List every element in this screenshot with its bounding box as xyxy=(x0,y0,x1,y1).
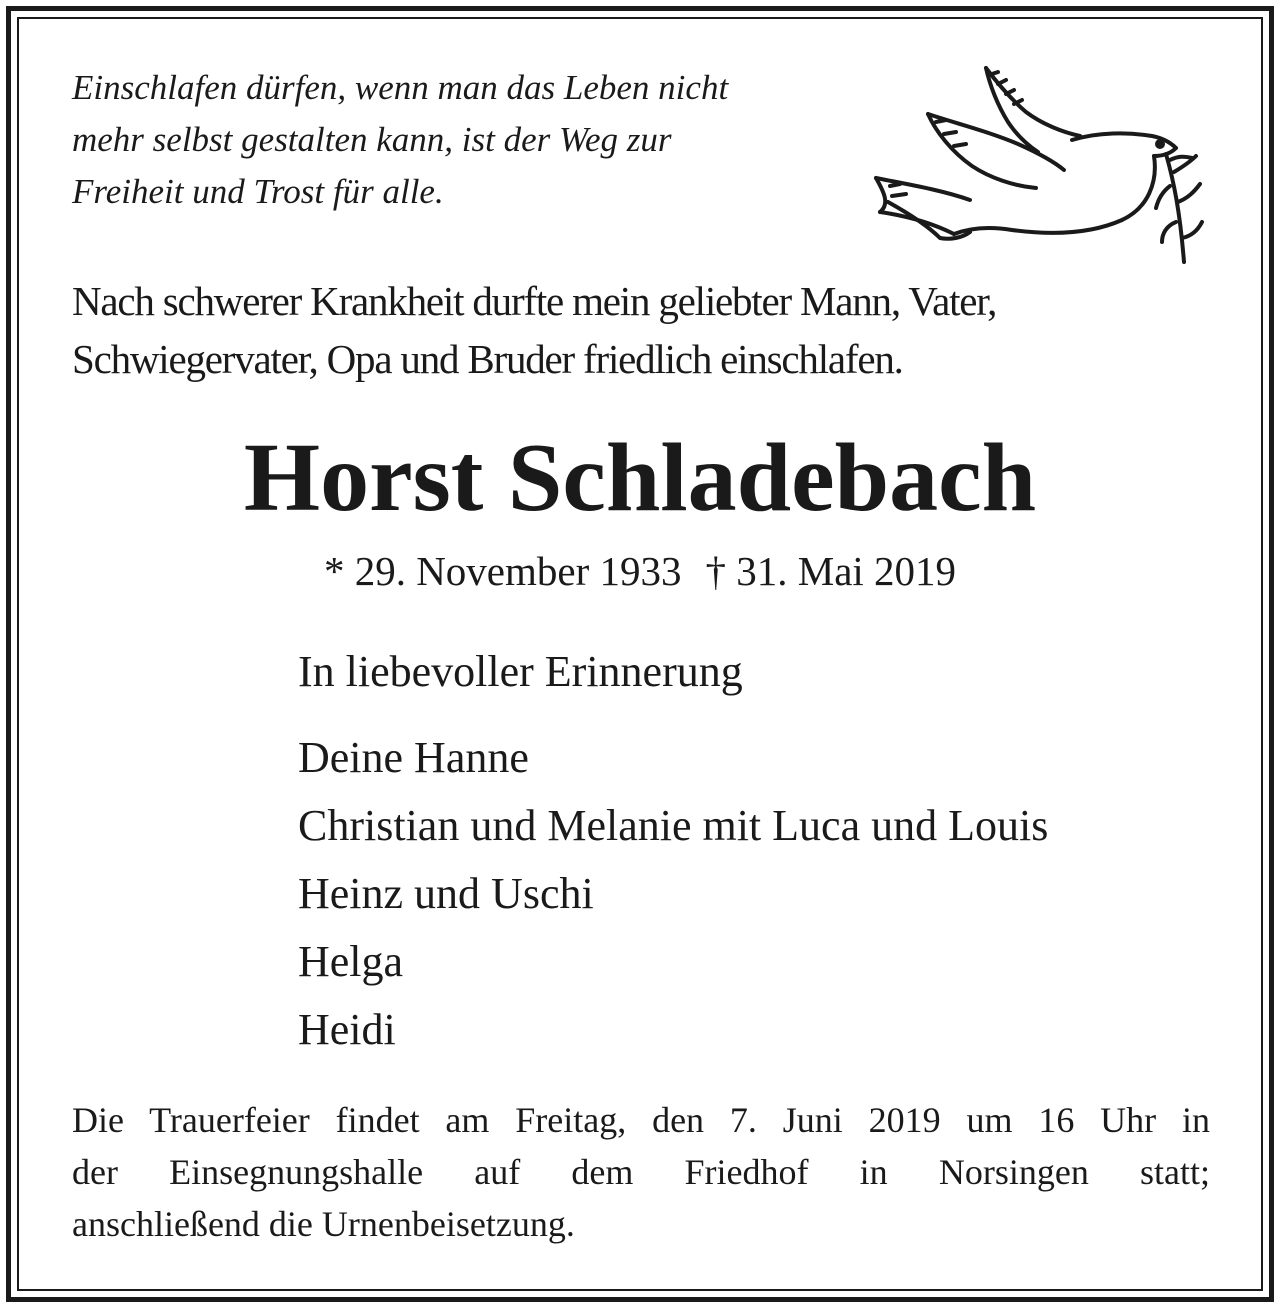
death-date: † 31. Mai 2019 xyxy=(705,548,957,594)
intro-line: Nach schwerer Krankheit durfte mein geliebter Mann, Vater, xyxy=(72,278,997,324)
life-dates xyxy=(0,545,1280,597)
funeral-details xyxy=(72,1094,1210,1250)
funeral-line: anschließend die Urnenbeisetzung. xyxy=(72,1204,575,1244)
memory-line: In liebevoller Erinnerung xyxy=(298,647,743,696)
quote-line: Freiheit und Trost für alle. xyxy=(72,172,444,211)
mourner-name: Heinz und Uschi xyxy=(298,869,594,918)
mourner-name: Helga xyxy=(298,937,404,986)
birth-date: * 29. November 1933 xyxy=(323,548,682,594)
mourners-list xyxy=(298,724,1048,1064)
quote-line: mehr selbst gestalten kann, ist der Weg zur xyxy=(72,120,672,159)
dove-with-olive-branch-icon xyxy=(866,62,1216,272)
mourner-name: Heidi xyxy=(298,1005,396,1054)
mourner-name: Deine Hanne xyxy=(298,733,529,782)
funeral-line: Die Trauerfeier findet am Freitag, den 7. Juni 2019 um 16 Uhr in xyxy=(72,1100,1210,1140)
quote-line: Einschlafen dürfen, wenn man das Leben nicht xyxy=(72,68,729,107)
mourner-name: Christian und Melanie mit Luca und Louis xyxy=(298,801,1049,850)
intro-line: Schwiegervater, Opa und Bruder friedlich einschlafen. xyxy=(72,336,903,382)
intro-text xyxy=(72,272,1222,388)
funeral-line: der Einsegnungshalle auf dem Friedhof in Norsingen statt; xyxy=(72,1152,1210,1192)
opening-quote xyxy=(72,62,912,218)
deceased-name: Horst Schladebach xyxy=(243,424,1037,532)
